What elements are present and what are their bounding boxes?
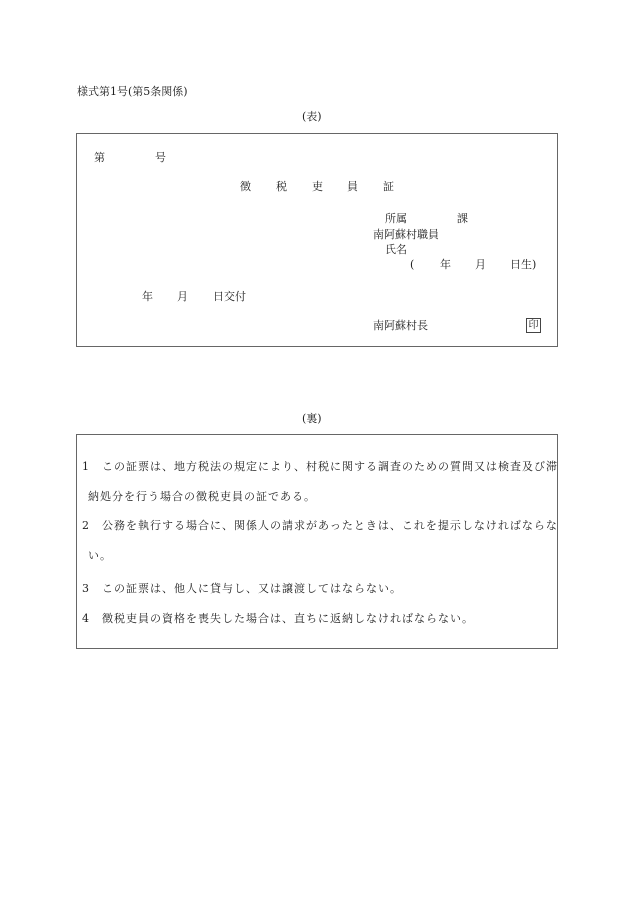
number-prefix: 第: [94, 151, 105, 164]
clause-line: 3 この証票は、他人に貸与し、又は譲渡してはならない。: [82, 582, 402, 595]
birth-day: 日生): [510, 258, 537, 271]
seal-mark: 印: [526, 318, 541, 333]
birth-year: 年: [440, 258, 451, 271]
title-char: 税: [276, 180, 287, 193]
front-card: [76, 133, 558, 347]
number-suffix: 号: [155, 151, 166, 164]
issue-year: 年: [142, 290, 153, 303]
form-label: 様式第1号(第5条関係): [77, 85, 188, 98]
mayor-label: 南阿蘇村長: [373, 319, 428, 332]
title-char: 吏: [312, 180, 323, 193]
name-label: 氏名: [385, 243, 407, 256]
affiliation-label: 所属: [385, 212, 407, 225]
staff-label: 南阿蘇村職員: [373, 228, 439, 241]
front-heading: (表): [302, 110, 322, 123]
section-label: 課: [457, 212, 468, 225]
title-char: 証: [383, 180, 394, 193]
birth-open: (: [410, 258, 415, 271]
clause-line: 1 この証票は、地方税法の規定により、村税に関する調査のための質問又は検査及び滞: [82, 460, 558, 473]
birth-month: 月: [475, 258, 486, 271]
issue-day: 日交付: [213, 290, 246, 303]
clause-line: 納処分を行う場合の徴税吏員の証である。: [88, 490, 316, 503]
issue-month: 月: [177, 290, 188, 303]
title-char: 徴: [240, 180, 251, 193]
clause-line: 2 公務を執行する場合に、関係人の請求があったときは、これを提示しなければならな: [82, 519, 558, 532]
back-heading: (裏): [302, 412, 322, 425]
title-char: 員: [347, 180, 358, 193]
clause-line: 4 徴税吏員の資格を喪失した場合は、直ちに返納しなければならない。: [82, 612, 474, 625]
clause-line: い。: [88, 549, 112, 562]
